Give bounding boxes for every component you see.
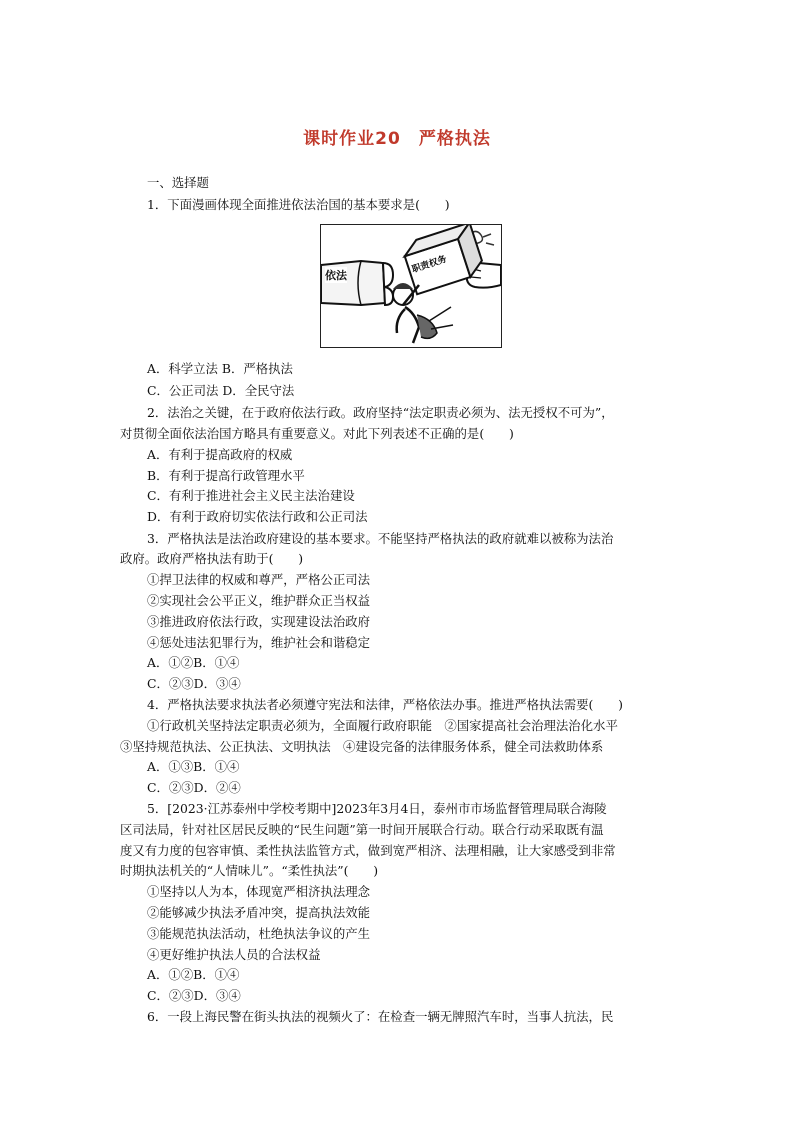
question-3-item-4: ④惩处违法犯罪行为，维护社会和谐稳定 (147, 635, 371, 650)
question-1-options-line-1: A．科学立法 B．严格执法 (147, 361, 293, 376)
question-4-options-line-2: C．②③D．②④ (147, 780, 241, 795)
question-3-options-line-2: C．②③D．③④ (147, 676, 241, 691)
question-3-stem-line-1: 3．严格执法是法治政府建设的基本要求。不能坚持严格执法的政府就难以被称为法治 (147, 531, 614, 546)
section-heading: 一、选择题 (147, 175, 209, 190)
question-4-items-line-2: ③坚持规范执法、公正执法、文明执法 ④建设完备的法律服务体系，健全司法救助体系 (120, 739, 604, 754)
question-2-stem-line-1: 2．法治之关键，在于政府依法行政。政府坚持“法定职责必须为、法无授权不可为”， (147, 405, 614, 420)
question-4-items-line-1: ①行政机关坚持法定职责必须为，全面履行政府职能 ②国家提高社会治理法治化水平 (147, 718, 618, 733)
question-5-options-line-2: C．②③D．③④ (147, 988, 241, 1003)
cartoon-box-label: 职责权务 (410, 252, 448, 275)
question-2-option-c: C．有利于推进社会主义民主法治建设 (147, 488, 355, 503)
question-5-stem-line-2: 区司法局，针对社区居民反映的“民生问题”第一时间开展联合行动。联合行动采取既有温 (120, 822, 604, 837)
question-1-options-line-2: C．公正司法 D．全民守法 (147, 383, 295, 398)
question-5-item-1: ①坚持以人为本，体现宽严相济执法理念 (147, 884, 371, 899)
question-5-stem-line-4: 时期执法机关的“人情味儿”。“柔性执法”( ) (120, 863, 379, 878)
question-2-option-a: A．有利于提高政府的权威 (147, 447, 293, 462)
question-2-option-d: D．有利于政府切实依法行政和公正司法 (147, 509, 368, 524)
question-1-stem: 1．下面漫画体现全面推进依法治国的基本要求是( ) (147, 197, 450, 212)
question-5-item-3: ③能规范执法活动，杜绝执法争议的产生 (147, 926, 371, 941)
cartoon-fist-label: 依法 (325, 269, 347, 282)
question-5-stem-line-3: 度又有力度的包容审慎、柔性执法监管方式，做到宽严相济、法理相融，让大家感受到非常 (120, 843, 616, 858)
question-3-stem-line-2: 政府。政府严格执法有助于( ) (120, 551, 304, 566)
question-5-options-line-1: A．①②B．①④ (147, 967, 240, 982)
question-4-options-line-1: A．①③B．①④ (147, 759, 240, 774)
question-2-stem-line-2: 对贯彻全面依法治国方略具有重要意义。对此下列表述不正确的是( ) (120, 426, 514, 441)
question-3-item-2: ②实现社会公平正义，维护群众正当权益 (147, 593, 371, 608)
question-3-item-3: ③推进政府依法行政，实现建设法治政府 (147, 614, 371, 629)
page-title: 课时作业20 严格执法 (303, 129, 491, 149)
question-5-stem-line-1: 5．[2023·江苏泰州中学校考期中]2023年3月4日，泰州市市场监督管理局联合海陵 (147, 801, 607, 816)
question-4-stem: 4．严格执法要求执法者必须遵守宪法和法律，严格依法办事。推进严格执法需要( ) (147, 697, 624, 712)
question-2-option-b: B．有利于提高行政管理水平 (147, 468, 305, 483)
question-5-item-4: ④更好维护执法人员的合法权益 (147, 947, 321, 962)
question-3-item-1: ①捍卫法律的权威和尊严，严格公正司法 (147, 572, 371, 587)
cartoon-illustration (320, 224, 502, 348)
question-6-stem-line-1: 6．一段上海民警在街头执法的视频火了：在检查一辆无牌照汽车时，当事人抗法，民 (147, 1009, 614, 1024)
question-5-item-2: ②能够减少执法矛盾冲突，提高执法效能 (147, 905, 371, 920)
question-3-options-line-1: A．①②B．①④ (147, 655, 240, 670)
